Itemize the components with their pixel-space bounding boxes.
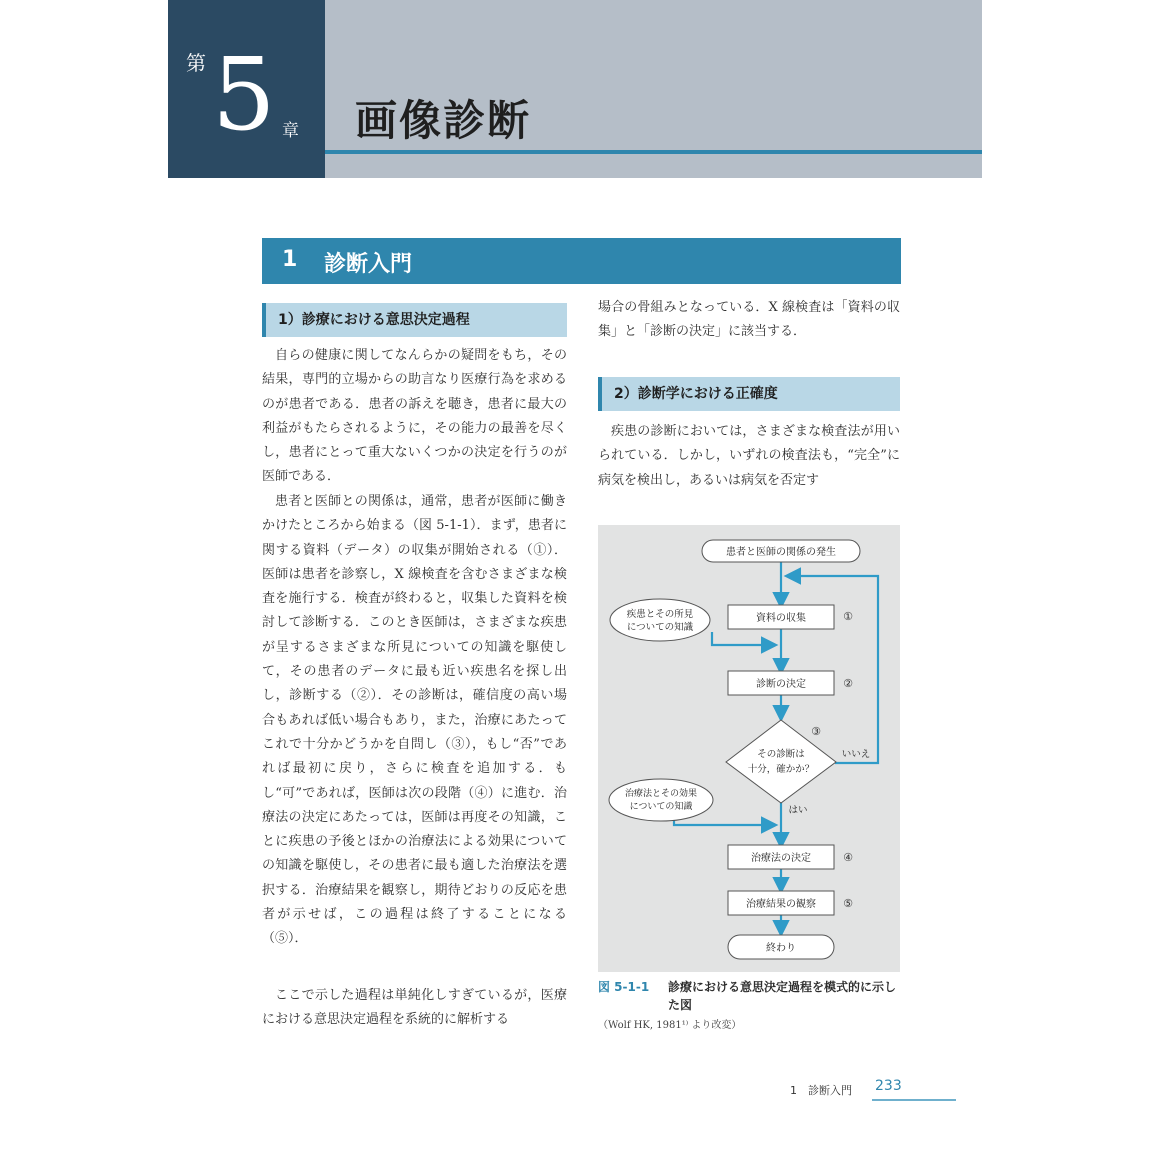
edge-label-no: いいえ xyxy=(841,749,871,760)
edge-knowledge1 xyxy=(712,632,774,645)
node-end-label: 終わり xyxy=(766,943,796,954)
node-decision-line1: その診断は xyxy=(757,749,805,760)
section-title: 診断入門 xyxy=(324,252,413,277)
right-paragraph-continued: 場合の骨組みとなっている．X 線検査は「資料の収集」と「診断の決定」に該当する． xyxy=(598,300,900,340)
chapter-kanji-dai: 第 xyxy=(186,51,206,75)
node-treatment-label: 治療法の決定 xyxy=(751,853,811,864)
marker-1: ① xyxy=(843,610,853,623)
figure-caption-text: 診療における意思決定過程を模式的に示した図 xyxy=(668,980,897,1012)
right-paragraph-2: 疾患の診断においては，さまざまな検査法が用いられている．しかし，いずれの検査法も，“完全”に病気を検出し，あるいは病気を否定す xyxy=(598,424,900,488)
left-paragraph-2: 患者と医師との関係は，通常，患者が医師に働きかけたところから始まる（図 5-1-1）．まず，患者に関する資料（データ）の収集が開始される（①）．医師は患者を診察し，X 線検査を含むさまざまな検査を施行する．検査が終わると，収集した資料を検討して診断する．このとき医師は，さまざまな疾患が呈するさまざまな所見についての知識を駆使して，その患者のデータに最も近い疾患名を探し出し，診断する（②）．その診断は，確信度の高い場合もあれば低い場合もあり，また，治療にあたってこれで十分かどうかを自問し（③），もし“否”であれば最初に戻り，さらに検査を追加する．もし“可”であれば，医師は次の段階（④）に進む．治療法の決定にあたっては，医師は再度その知識，ことに疾患の予後とほかの治療法による効果についての知識を駆使し，その患者に最も適した治療法を選択する．治療結果を観察し，期待どおりの反応を患者が示せば，この過程は終了することになる（⑤）． xyxy=(262,494,567,947)
node-decision-line2: 十分，確かか？ xyxy=(747,764,815,775)
node-knowledge-disease xyxy=(610,599,710,641)
section-number: 1 xyxy=(282,247,298,272)
figure-source: （Wolf HK, 1981¹⁾ より改変） xyxy=(598,1020,742,1031)
node-start-label: 患者と医師の関係の発生 xyxy=(726,547,836,558)
left-paragraph-3: ここで示した過程は単純化しすぎているが，医療における意思決定過程を系統的に解析する xyxy=(262,988,567,1028)
footer-rule xyxy=(872,1099,956,1101)
subsection-heading-2: 2）診断学における正確度 xyxy=(598,377,900,411)
node-collect-label: 資料の収集 xyxy=(756,613,806,624)
subsection-heading-1: 1）診療における意思決定過程 xyxy=(262,303,567,337)
node-knowledge-disease-line1: 疾患とその所見 xyxy=(626,609,694,620)
marker-5: ⑤ xyxy=(843,897,853,910)
edge-knowledge2 xyxy=(674,818,774,825)
edge-label-yes: はい xyxy=(788,805,808,816)
chapter-title: 画像診断 xyxy=(355,96,532,145)
node-knowledge-treatment-line2: についての知識 xyxy=(629,802,693,812)
node-observe-label: 治療結果の観察 xyxy=(746,899,816,910)
chapter-rule xyxy=(325,150,982,154)
page-number: 233 xyxy=(875,1078,902,1094)
left-paragraph-1: 自らの健康に関してなんらかの疑問をもち，その結果，専門的立場からの助言なり医療行為を求めるのが患者である．患者の訴えを聴き，患者に最大の利益がもたらされるように，その能力の最善を尽くし，患者にとって重大ないくつかの決定を行うのが医師である． xyxy=(262,348,567,485)
figure-caption-label: 図 5-1-1 xyxy=(598,980,650,994)
marker-3: ③ xyxy=(811,725,821,738)
node-diagnose-label: 診断の決定 xyxy=(756,679,806,690)
chapter-number: 5 xyxy=(212,36,276,153)
node-knowledge-treatment xyxy=(609,779,713,821)
chapter-kanji-sho: 章 xyxy=(282,121,299,141)
flowchart-figure xyxy=(598,525,900,972)
node-knowledge-treatment-line1: 治療法とその効果 xyxy=(624,789,698,799)
marker-4: ④ xyxy=(843,851,853,864)
section-header xyxy=(262,238,901,284)
marker-2: ② xyxy=(843,677,853,690)
node-knowledge-disease-line2: についての知識 xyxy=(626,622,694,633)
footer-section-label: 1 診断入門 xyxy=(790,1084,852,1097)
edge-no-loop xyxy=(788,576,878,763)
